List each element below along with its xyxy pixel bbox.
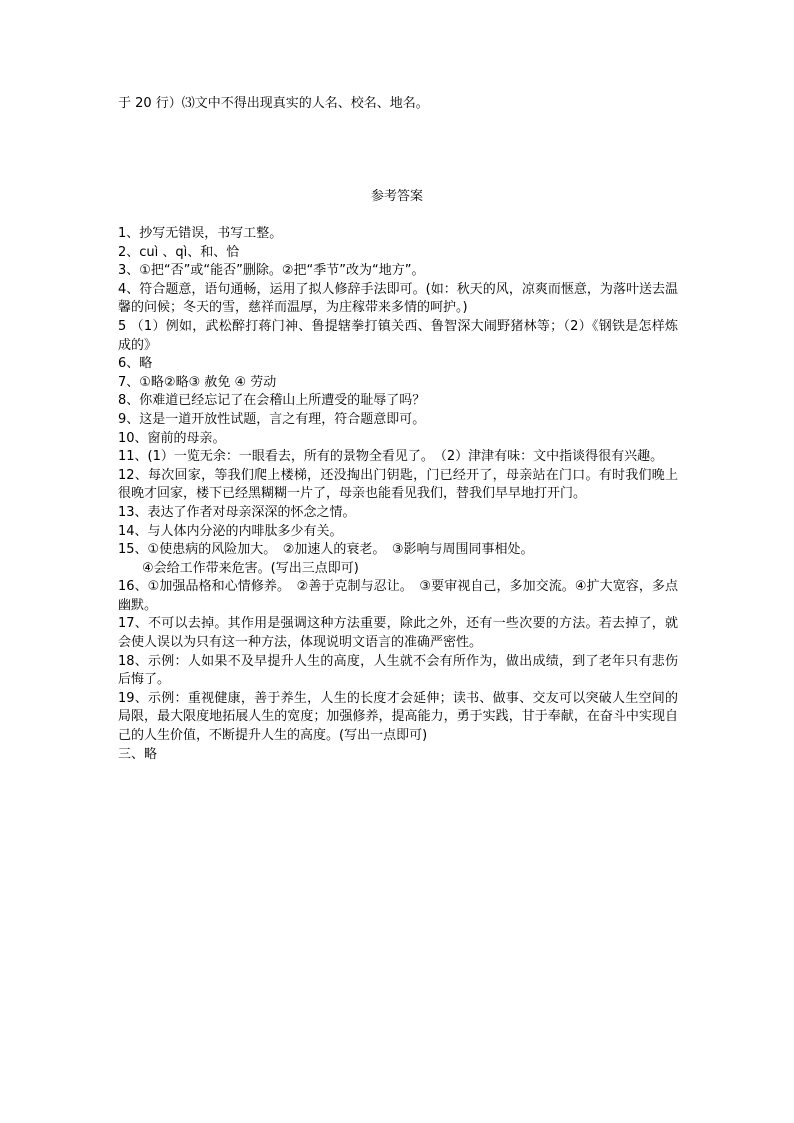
answer-item-15-continued: ④会给工作带来危害。(写出三点即可) <box>142 560 359 576</box>
answer-item-2: 2、cuì 、qì、和、恰 <box>118 244 240 260</box>
answer-item-3: 3、①把“否”或“能否”删除。②把“季节”改为“地方”。 <box>118 263 425 279</box>
answer-item-5: 5 （1）例如，武松醉打蒋门神、鲁提辖拳打镇关西、鲁智深大闹野猪林等；（2）《钢铁是怎样炼成的》 <box>118 318 678 353</box>
answer-item-14: 14、与人体内分泌的内啡肽多少有关。 <box>118 523 343 539</box>
section-title: 参考答案 <box>370 189 423 204</box>
answer-item-part-3: 三、略 <box>118 746 158 762</box>
answer-item-13: 13、表达了作者对母亲深深的怀念之情。 <box>118 504 356 520</box>
answer-item-10: 10、窗前的母亲。 <box>118 430 226 446</box>
answer-item-7: 7、①略②略③ 赦免 ④ 劳动 <box>118 374 277 390</box>
answer-item-18: 18、示例：人如果不及早提升人生的高度，人生就不会有所作为，做出成绩，到了老年只有悲伤后悔了。 <box>118 653 678 688</box>
answer-item-11: 11、(1）一览无余：一眼看去，所有的景物全看见了。 （2）津津有味：文中指谈得很有兴趣。 <box>118 449 664 465</box>
answer-item-15: 15、①使患病的风险加大。 ②加速人的衰老。 ③影响与周围同事相处。 <box>118 542 534 558</box>
answer-item-12: 12、每次回家，等我们爬上楼梯，还没掏出门钥匙，门已经开了，母亲站在门口。有时我们晚上很晚才回家，楼下已经黑糊糊一片了，母亲也能看见我们，替我们早早地打开门。 <box>118 467 678 502</box>
intro-line: 于 20 行）⑶文中不得出现真实的人名、校名、地名。 <box>118 96 429 111</box>
answer-item-1: 1、抄写无错误，书写工整。 <box>118 226 283 241</box>
answer-item-19: 19、示例：重视健康，善于养生，人生的长度才会延伸；读书、做事、交友可以突破人生空间的局限，最大限度地拓展人生的宽度；加强修养，提高能力，勇于实践，甘于奉献，在奋斗中实现自己的人生价值，不断提升人生的高度。(写出一点即可) <box>118 690 678 744</box>
answer-item-6: 6、略 <box>118 356 153 372</box>
answer-item-16: 16、①加强品格和心情修养。 ②善于克制与忍让。 ③要审视自己，多加交流。④扩大宽容，多点幽默。 <box>118 579 678 613</box>
answer-item-17: 17、不可以去掉。其作用是强调这种方法重要，除此之外，还有一些次要的方法。若去掉了，就会使人误以为只有这一种方法，体现说明文语言的准确严密性。 <box>118 616 678 651</box>
answer-list <box>118 225 678 764</box>
answer-item-9: 9、这是一道开放性试题，言之有理，符合题意即可。 <box>118 411 426 427</box>
answer-item-4: 4、符合题意，语句通畅，运用了拟人修辞手法即可。(如：秋天的风，凉爽而惬意，为落叶送去温馨的问候；冬天的雪，慈祥而温厚，为庄稼带来多情的呵护。) <box>118 281 678 316</box>
answer-item-8: 8、你难道已经忘记了在会稽山上所遭受的耻辱了吗？ <box>118 393 426 409</box>
